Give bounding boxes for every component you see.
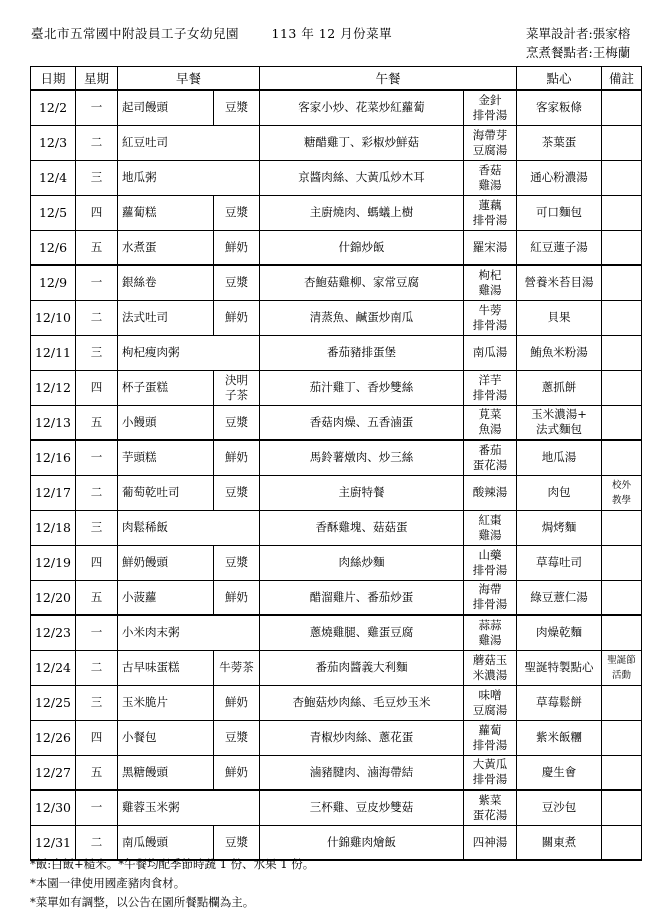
- cell-lunch-soup: 莧菜 魚湯: [464, 405, 517, 440]
- table-row: [31, 440, 642, 475]
- cell-lunch-soup: 紫菜 蛋花湯: [464, 790, 517, 825]
- cell-lunch-dishes: 肉絲炒麵: [260, 545, 464, 580]
- cell-lunch-dishes: 三杯雞、豆皮炒雙菇: [260, 790, 464, 825]
- cell-lunch-soup: 海帶芽 豆腐湯: [464, 125, 517, 160]
- cell-lunch-dishes: 香菇肉燥、五香滷蛋: [260, 405, 464, 440]
- table-row: [31, 265, 642, 300]
- cell-lunch-dishes: 滷豬腱肉、滷海帶結: [260, 755, 464, 790]
- cell-note: [602, 230, 642, 265]
- cell-breakfast-drink: 鮮奶: [214, 755, 260, 790]
- table-row: [31, 755, 642, 790]
- cell-date: 12/17: [31, 475, 76, 510]
- cell-snack: 肉燥乾麵: [517, 615, 602, 650]
- table-row: [31, 615, 642, 650]
- cell-snack: 焗烤麵: [517, 510, 602, 545]
- cell-weekday: 一: [76, 790, 118, 825]
- cell-breakfast-main: 芋頭糕: [118, 440, 214, 475]
- cell-date: 12/25: [31, 685, 76, 720]
- cell-breakfast-main: 小菠蘿: [118, 580, 214, 615]
- cell-snack: 貝果: [517, 300, 602, 335]
- menu-designer: 菜單設計者:張家榕: [526, 26, 631, 41]
- cell-breakfast-drink: 豆漿: [214, 265, 260, 300]
- cell-lunch-dishes: 青椒炒肉絲、蔥花蛋: [260, 720, 464, 755]
- cell-snack: 肉包: [517, 475, 602, 510]
- table-row: [31, 230, 642, 265]
- cell-snack: 玉米濃湯+ 法式麵包: [517, 405, 602, 440]
- cell-lunch-dishes: 蔥燒雞腿、雞蛋豆腐: [260, 615, 464, 650]
- cell-breakfast-main: 枸杞瘦肉粥: [118, 335, 260, 370]
- menu-month: 113 年 12 月份菜單: [271, 26, 393, 41]
- staff-info: [526, 24, 630, 62]
- table-row: [31, 825, 642, 860]
- cell-snack: 慶生會: [517, 755, 602, 790]
- table-row: [31, 90, 642, 125]
- cell-lunch-soup: 南瓜湯: [464, 335, 517, 370]
- cell-breakfast-drink: 鮮奶: [214, 230, 260, 265]
- cell-snack: 豆沙包: [517, 790, 602, 825]
- table-row: [31, 195, 642, 230]
- col-lunch: 午餐: [260, 67, 517, 91]
- cell-snack: 地瓜湯: [517, 440, 602, 475]
- cell-lunch-dishes: 什錦雞肉燴飯: [260, 825, 464, 860]
- cell-breakfast-drink: 鮮奶: [214, 685, 260, 720]
- cell-note: [602, 265, 642, 300]
- cell-breakfast-drink: 豆漿: [214, 545, 260, 580]
- cell-snack: 鮪魚米粉湯: [517, 335, 602, 370]
- cell-date: 12/9: [31, 265, 76, 300]
- cell-note: [602, 300, 642, 335]
- cell-note: [602, 370, 642, 405]
- cell-lunch-soup: 番茄 蛋花湯: [464, 440, 517, 475]
- school-name: 臺北市五常國中附設員工子女幼兒園: [31, 26, 240, 41]
- cell-breakfast-main: 小米肉末粥: [118, 615, 260, 650]
- cell-date: 12/5: [31, 195, 76, 230]
- cell-weekday: 一: [76, 615, 118, 650]
- cell-snack: 聖誕特製點心: [517, 650, 602, 685]
- cell-snack: 草莓鬆餅: [517, 685, 602, 720]
- cell-date: 12/4: [31, 160, 76, 195]
- cell-lunch-dishes: 糖醋雞丁、彩椒炒鮮菇: [260, 125, 464, 160]
- cell-date: 12/16: [31, 440, 76, 475]
- table-row: [31, 300, 642, 335]
- cell-weekday: 三: [76, 510, 118, 545]
- col-date: 日期: [31, 67, 76, 91]
- cell-lunch-soup: 四神湯: [464, 825, 517, 860]
- cell-lunch-dishes: 主廚特餐: [260, 475, 464, 510]
- cell-note: [602, 195, 642, 230]
- cell-weekday: 三: [76, 160, 118, 195]
- cell-lunch-dishes: 馬鈴薯燉肉、炒三絲: [260, 440, 464, 475]
- table-row: [31, 475, 642, 510]
- cell-snack: 關東煮: [517, 825, 602, 860]
- menu-table: [30, 66, 642, 861]
- cell-date: 12/31: [31, 825, 76, 860]
- cell-weekday: 五: [76, 405, 118, 440]
- cell-weekday: 二: [76, 825, 118, 860]
- cell-lunch-dishes: 京醬肉絲、大黃瓜炒木耳: [260, 160, 464, 195]
- cell-weekday: 四: [76, 370, 118, 405]
- cell-lunch-soup: 羅宋湯: [464, 230, 517, 265]
- cell-note: [602, 755, 642, 790]
- table-row: [31, 510, 642, 545]
- table-row: [31, 720, 642, 755]
- cell-date: 12/23: [31, 615, 76, 650]
- cell-snack: 紅豆蓮子湯: [517, 230, 602, 265]
- cell-weekday: 五: [76, 230, 118, 265]
- cell-date: 12/26: [31, 720, 76, 755]
- cell-weekday: 五: [76, 755, 118, 790]
- cell-note: [602, 125, 642, 160]
- cell-note: [602, 720, 642, 755]
- cell-breakfast-main: 鮮奶饅頭: [118, 545, 214, 580]
- cell-note: 聖誕節 活動: [602, 650, 642, 685]
- cell-weekday: 一: [76, 90, 118, 125]
- cell-note: [602, 90, 642, 125]
- cell-breakfast-main: 蘿蔔糕: [118, 195, 214, 230]
- cell-weekday: 三: [76, 335, 118, 370]
- cell-weekday: 一: [76, 440, 118, 475]
- cell-lunch-soup: 枸杞 雞湯: [464, 265, 517, 300]
- cell-lunch-dishes: 番茄肉醬義大利麵: [260, 650, 464, 685]
- cell-lunch-dishes: 杏鮑菇炒肉絲、毛豆炒玉米: [260, 685, 464, 720]
- footnote-rice: *飯:白飯+糙米。*午餐均配季節時蔬 1 份、水果 1 份。: [30, 857, 315, 871]
- cell-breakfast-main: 玉米脆片: [118, 685, 214, 720]
- cell-date: 12/11: [31, 335, 76, 370]
- cell-breakfast-drink: 鮮奶: [214, 580, 260, 615]
- cell-snack: 茶葉蛋: [517, 125, 602, 160]
- cell-weekday: 二: [76, 300, 118, 335]
- cell-breakfast-drink: 豆漿: [214, 405, 260, 440]
- cell-lunch-dishes: 杏鮑菇雞柳、家常豆腐: [260, 265, 464, 300]
- table-header-row: [31, 67, 642, 91]
- cell-breakfast-drink: 豆漿: [214, 720, 260, 755]
- cell-snack: 營養米苔目湯: [517, 265, 602, 300]
- table-row: [31, 405, 642, 440]
- cell-lunch-dishes: 番茄豬排蛋堡: [260, 335, 464, 370]
- cell-breakfast-main: 黑糖饅頭: [118, 755, 214, 790]
- cell-note: [602, 405, 642, 440]
- cell-date: 12/12: [31, 370, 76, 405]
- cell-breakfast-drink: 豆漿: [214, 825, 260, 860]
- cell-breakfast-main: 起司饅頭: [118, 90, 214, 125]
- table-row: [31, 545, 642, 580]
- cell-breakfast-main: 銀絲卷: [118, 265, 214, 300]
- cell-note: 校外 教學: [602, 475, 642, 510]
- col-weekday: 星期: [76, 67, 118, 91]
- cell-lunch-soup: 紅棗 雞湯: [464, 510, 517, 545]
- cell-note: [602, 615, 642, 650]
- cell-note: [602, 440, 642, 475]
- cell-breakfast-main: 紅豆吐司: [118, 125, 260, 160]
- cell-breakfast-drink: 鮮奶: [214, 440, 260, 475]
- cell-lunch-soup: 蘑菇玉 米濃湯: [464, 650, 517, 685]
- cell-lunch-soup: 蓮藕 排骨湯: [464, 195, 517, 230]
- cell-breakfast-main: 古早味蛋糕: [118, 650, 214, 685]
- cell-date: 12/20: [31, 580, 76, 615]
- cell-breakfast-drink: 決明 子茶: [214, 370, 260, 405]
- footnote-pork: *本園一律使用國產豬肉食材。: [30, 876, 186, 890]
- cell-breakfast-main: 南瓜饅頭: [118, 825, 214, 860]
- cell-lunch-soup: 蘿蔔 排骨湯: [464, 720, 517, 755]
- cell-date: 12/24: [31, 650, 76, 685]
- table-row: [31, 790, 642, 825]
- cell-snack: 草莓吐司: [517, 545, 602, 580]
- cell-note: [602, 790, 642, 825]
- cell-date: 12/10: [31, 300, 76, 335]
- cell-lunch-soup: 海帶 排骨湯: [464, 580, 517, 615]
- cell-lunch-dishes: 清蒸魚、鹹蛋炒南瓜: [260, 300, 464, 335]
- cell-lunch-soup: 山藥 排骨湯: [464, 545, 517, 580]
- cell-lunch-dishes: 醋溜雞片、番茄炒蛋: [260, 580, 464, 615]
- cell-date: 12/6: [31, 230, 76, 265]
- cell-snack: 蔥抓餅: [517, 370, 602, 405]
- cell-snack: 紫米飯糰: [517, 720, 602, 755]
- cell-weekday: 四: [76, 545, 118, 580]
- cell-snack: 通心粉濃湯: [517, 160, 602, 195]
- col-snack: 點心: [517, 67, 602, 91]
- cell-date: 12/27: [31, 755, 76, 790]
- cell-weekday: 二: [76, 125, 118, 160]
- cell-lunch-soup: 酸辣湯: [464, 475, 517, 510]
- table-row: [31, 335, 642, 370]
- school-title: [31, 24, 392, 42]
- cell-breakfast-main: 小餐包: [118, 720, 214, 755]
- cell-breakfast-main: 水煮蛋: [118, 230, 214, 265]
- col-breakfast: 早餐: [118, 67, 260, 91]
- cell-date: 12/19: [31, 545, 76, 580]
- menu-body: [31, 90, 642, 860]
- cell-breakfast-drink: 豆漿: [214, 90, 260, 125]
- cell-snack: 可口麵包: [517, 195, 602, 230]
- cell-date: 12/3: [31, 125, 76, 160]
- footnote-changes: *菜單如有調整，以公告在園所餐點欄為主。: [30, 895, 255, 909]
- cell-date: 12/13: [31, 405, 76, 440]
- cell-breakfast-main: 雞蓉玉米粥: [118, 790, 260, 825]
- cell-lunch-soup: 金針 排骨湯: [464, 90, 517, 125]
- cell-note: [602, 545, 642, 580]
- cell-breakfast-main: 葡萄乾吐司: [118, 475, 214, 510]
- menu-cook: 烹煮餐點者:王梅蘭: [526, 45, 631, 60]
- cell-weekday: 二: [76, 650, 118, 685]
- cell-weekday: 四: [76, 195, 118, 230]
- cell-lunch-soup: 大黃瓜 排骨湯: [464, 755, 517, 790]
- cell-weekday: 四: [76, 720, 118, 755]
- cell-weekday: 三: [76, 685, 118, 720]
- cell-breakfast-drink: 牛蒡茶: [214, 650, 260, 685]
- cell-breakfast-main: 肉鬆稀飯: [118, 510, 260, 545]
- cell-note: [602, 335, 642, 370]
- cell-breakfast-drink: 豆漿: [214, 475, 260, 510]
- cell-lunch-dishes: 香酥雞塊、菇菇蛋: [260, 510, 464, 545]
- table-row: [31, 685, 642, 720]
- cell-date: 12/18: [31, 510, 76, 545]
- cell-breakfast-drink: 豆漿: [214, 195, 260, 230]
- cell-breakfast-main: 杯子蛋糕: [118, 370, 214, 405]
- cell-date: 12/2: [31, 90, 76, 125]
- cell-note: [602, 580, 642, 615]
- cell-note: [602, 510, 642, 545]
- cell-lunch-soup: 蒜蒜 雞湯: [464, 615, 517, 650]
- cell-note: [602, 160, 642, 195]
- cell-snack: 綠豆薏仁湯: [517, 580, 602, 615]
- table-row: [31, 160, 642, 195]
- cell-note: [602, 685, 642, 720]
- cell-breakfast-main: 小饅頭: [118, 405, 214, 440]
- cell-date: 12/30: [31, 790, 76, 825]
- cell-breakfast-main: 地瓜粥: [118, 160, 260, 195]
- cell-lunch-soup: 味噌 豆腐湯: [464, 685, 517, 720]
- cell-lunch-dishes: 茄汁雞丁、香炒雙絲: [260, 370, 464, 405]
- table-row: [31, 580, 642, 615]
- cell-lunch-soup: 香菇 雞湯: [464, 160, 517, 195]
- cell-lunch-dishes: 什錦炒飯: [260, 230, 464, 265]
- cell-breakfast-drink: 鮮奶: [214, 300, 260, 335]
- table-row: [31, 650, 642, 685]
- cell-lunch-soup: 洋芋 排骨湯: [464, 370, 517, 405]
- cell-lunch-dishes: 客家小炒、花菜炒紅蘿蔔: [260, 90, 464, 125]
- cell-note: [602, 825, 642, 860]
- cell-breakfast-main: 法式吐司: [118, 300, 214, 335]
- cell-snack: 客家粄條: [517, 90, 602, 125]
- cell-weekday: 五: [76, 580, 118, 615]
- table-row: [31, 370, 642, 405]
- cell-weekday: 二: [76, 475, 118, 510]
- col-note: 備註: [602, 67, 642, 91]
- cell-weekday: 一: [76, 265, 118, 300]
- cell-lunch-soup: 牛蒡 排骨湯: [464, 300, 517, 335]
- table-row: [31, 125, 642, 160]
- cell-lunch-dishes: 主廚燒肉、螞蟻上樹: [260, 195, 464, 230]
